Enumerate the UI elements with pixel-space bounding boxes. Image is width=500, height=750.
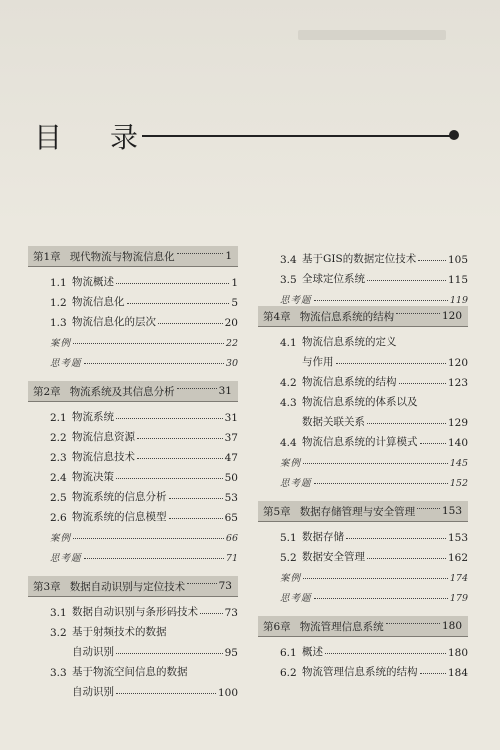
toc-entry-row	[28, 464, 238, 484]
page-number: 184	[447, 667, 468, 679]
page-number: 73	[224, 607, 238, 619]
entry-title: 思考题	[280, 295, 312, 306]
page-number: 153	[441, 505, 462, 517]
section-number: 3.2	[50, 627, 67, 639]
dot-leader	[367, 558, 446, 559]
chapter-number: 第5章	[263, 505, 291, 518]
dot-leader	[177, 388, 217, 389]
dot-leader	[84, 558, 224, 559]
spacer	[28, 564, 238, 576]
toc-entry-row	[28, 329, 238, 349]
dot-leader	[116, 653, 223, 654]
page-number: 22	[225, 338, 238, 349]
section-number: 5.2	[280, 552, 297, 564]
entry-title: 物流信息资源	[72, 431, 135, 443]
entry-title: 案例	[50, 533, 72, 544]
toc-entry-row	[258, 286, 468, 306]
entry-title: 案例	[280, 458, 302, 469]
section-number: 3.4	[280, 254, 297, 266]
page-number: 65	[224, 512, 238, 524]
page-number: 47	[224, 452, 238, 464]
chapter-title: 物流管理信息系统	[299, 620, 384, 633]
page-number: 66	[225, 533, 238, 544]
chapter-title: 数据存储管理与安全管理	[299, 505, 416, 518]
page-number: 31	[224, 412, 238, 424]
dot-leader	[418, 260, 446, 261]
entry-title: 数据关联关系	[302, 416, 365, 428]
entry-title: 物流系统的信息分析	[72, 491, 167, 503]
toc-entry-row	[258, 564, 468, 584]
toc-chapter-row	[28, 576, 238, 597]
toc-column-left	[28, 246, 238, 699]
toc-chapter-row	[258, 501, 468, 522]
toc-entry-row	[28, 289, 238, 309]
toc-entry-row	[258, 246, 468, 266]
chapter-number: 第2章	[33, 385, 61, 398]
dot-leader	[367, 423, 446, 424]
section-number: 3.3	[50, 667, 67, 679]
toc-entry-row	[28, 404, 238, 424]
title-rule	[142, 135, 452, 137]
dot-leader	[73, 343, 224, 344]
page-number: 1	[225, 250, 232, 262]
page-number: 37	[224, 432, 238, 444]
section-number: 4.1	[280, 337, 297, 349]
toc-entry-row	[258, 429, 468, 449]
dot-leader	[420, 673, 446, 674]
toc-entry-row	[28, 599, 238, 619]
entry-title: 基于GIS的数据定位技术	[302, 253, 417, 265]
page-number: 174	[449, 573, 468, 584]
toc-entry-row	[28, 524, 238, 544]
toc-entry-row	[258, 449, 468, 469]
section-number: 4.4	[280, 437, 297, 449]
section-number: 3.5	[280, 274, 297, 286]
page-number: 115	[447, 274, 468, 286]
dot-leader	[420, 443, 446, 444]
section-number: 2.3	[50, 452, 67, 464]
dot-leader	[417, 508, 440, 509]
page-number: 180	[447, 647, 468, 659]
dot-leader	[73, 538, 224, 539]
toc-entry-row	[28, 639, 238, 659]
toc-title-char-1: 目	[34, 121, 65, 154]
toc-chapter-row	[258, 616, 468, 637]
page-number: 53	[224, 492, 238, 504]
dot-leader	[396, 313, 440, 314]
dot-leader	[314, 483, 448, 484]
dot-leader	[303, 578, 448, 579]
dot-leader	[116, 478, 223, 479]
toc-entry-row	[258, 639, 468, 659]
page-number: 162	[447, 552, 468, 564]
toc-entry-row	[258, 389, 468, 409]
toc-column-right	[258, 246, 468, 679]
toc-entry-row	[258, 524, 468, 544]
page-number: 153	[447, 532, 468, 544]
entry-title: 基于物流空间信息的数据	[72, 666, 188, 678]
dot-leader	[137, 458, 223, 459]
section-number: 6.1	[280, 647, 297, 659]
dot-leader	[314, 300, 448, 301]
dot-leader	[303, 463, 448, 464]
section-number: 2.1	[50, 412, 67, 424]
dot-leader	[116, 283, 229, 284]
section-number: 4.3	[280, 397, 297, 409]
entry-title: 物流信息化的层次	[72, 316, 156, 328]
toc-entry-row	[28, 444, 238, 464]
chapter-title: 物流信息系统的结构	[299, 310, 395, 323]
page-number: 119	[449, 295, 468, 306]
toc-entry-row	[258, 329, 468, 349]
page-header-tab	[298, 30, 446, 40]
spacer	[28, 369, 238, 381]
section-number: 4.2	[280, 377, 297, 389]
entry-title: 物流信息技术	[72, 451, 135, 463]
toc-entry-row	[28, 659, 238, 679]
entry-title: 基于射频技术的数据	[72, 626, 167, 638]
toc-entry-row	[28, 424, 238, 444]
toc-title	[34, 116, 140, 156]
toc-entry-row	[28, 269, 238, 289]
entry-title: 物流决策	[72, 471, 114, 483]
title-rule-dot	[449, 130, 459, 140]
page-number: 1	[231, 277, 238, 289]
section-number: 5.1	[280, 532, 297, 544]
toc-chapter-row	[28, 246, 238, 267]
entry-title: 案例	[50, 338, 72, 349]
toc-entry-row	[28, 349, 238, 369]
section-number: 1.3	[50, 317, 67, 329]
page-number: 100	[217, 687, 238, 699]
page-number: 140	[447, 437, 468, 449]
chapter-number: 第4章	[263, 310, 291, 323]
dot-leader	[177, 253, 224, 254]
page-number: 120	[441, 310, 462, 322]
dot-leader	[399, 383, 446, 384]
toc-entry-row	[28, 619, 238, 639]
page-number: 120	[447, 357, 468, 369]
entry-title: 物流信息系统的计算模式	[302, 436, 418, 448]
section-number: 2.6	[50, 512, 67, 524]
entry-title: 与作用	[302, 356, 334, 368]
entry-title: 数据自动识别与条形码技术	[72, 606, 198, 618]
section-number: 1.2	[50, 297, 67, 309]
entry-title: 自动识别	[72, 686, 114, 698]
page-number: 105	[447, 254, 468, 266]
section-number: 2.4	[50, 472, 67, 484]
toc-entry-row	[258, 584, 468, 604]
toc-entry-row	[258, 266, 468, 286]
dot-leader	[158, 323, 223, 324]
entry-title: 思考题	[50, 358, 82, 369]
page-number: 20	[224, 317, 238, 329]
entry-title: 数据安全管理	[302, 551, 365, 563]
chapter-number: 第6章	[263, 620, 291, 633]
entry-title: 物流系统	[72, 411, 114, 423]
toc-entry-row	[28, 679, 238, 699]
section-number: 6.2	[280, 667, 297, 679]
page-number: 129	[447, 417, 468, 429]
entry-title: 思考题	[280, 593, 312, 604]
toc-entry-row	[28, 309, 238, 329]
entry-title: 概述	[302, 646, 323, 658]
toc-title-char-2: 录	[110, 121, 141, 154]
chapter-number: 第3章	[33, 580, 61, 593]
page-number: 145	[449, 458, 468, 469]
dot-leader	[169, 518, 223, 519]
entry-title: 自动识别	[72, 646, 114, 658]
dot-leader	[325, 653, 446, 654]
toc-entry-row	[28, 484, 238, 504]
entry-title: 物流系统的信息模型	[72, 511, 167, 523]
toc-entry-row	[28, 504, 238, 524]
page-number: 180	[441, 620, 462, 632]
entry-title: 物流信息化	[72, 296, 125, 308]
page-number: 31	[218, 385, 232, 397]
chapter-number: 第1章	[33, 250, 61, 263]
entry-title: 思考题	[280, 478, 312, 489]
dot-leader	[346, 538, 446, 539]
section-number: 2.2	[50, 432, 67, 444]
dot-leader	[127, 303, 230, 304]
dot-leader	[367, 280, 446, 281]
dot-leader	[386, 623, 440, 624]
page-number: 71	[225, 553, 238, 564]
section-number: 3.1	[50, 607, 67, 619]
page-number: 73	[218, 580, 232, 592]
spacer	[258, 489, 468, 501]
entry-title: 物流管理信息系统的结构	[302, 666, 418, 678]
section-number: 2.5	[50, 492, 67, 504]
toc-chapter-row	[258, 306, 468, 327]
dot-leader	[200, 613, 223, 614]
page-number: 30	[225, 358, 238, 369]
toc-entry-row	[258, 659, 468, 679]
dot-leader	[137, 438, 223, 439]
dot-leader	[169, 498, 223, 499]
entry-title: 物流概述	[72, 276, 114, 288]
section-number: 1.1	[50, 277, 67, 289]
page-number: 50	[224, 472, 238, 484]
dot-leader	[336, 363, 446, 364]
dot-leader	[116, 693, 216, 694]
dot-leader	[187, 583, 216, 584]
dot-leader	[314, 598, 448, 599]
page-number: 95	[224, 647, 238, 659]
toc-entry-row	[28, 544, 238, 564]
chapter-title: 数据自动识别与定位技术	[69, 580, 186, 593]
dot-leader	[116, 418, 223, 419]
page-number: 179	[449, 593, 468, 604]
entry-title: 物流信息系统的定义	[302, 336, 397, 348]
page-number: 123	[447, 377, 468, 389]
entry-title: 物流信息系统的结构	[302, 376, 397, 388]
dot-leader	[84, 363, 224, 364]
chapter-title: 现代物流与物流信息化	[69, 250, 175, 263]
entry-title: 物流信息系统的体系以及	[302, 396, 418, 408]
chapter-title: 物流系统及其信息分析	[69, 385, 175, 398]
entry-title: 数据存储	[302, 531, 344, 543]
toc-entry-row	[258, 544, 468, 564]
entry-title: 思考题	[50, 553, 82, 564]
toc-entry-row	[258, 409, 468, 429]
toc-entry-row	[258, 349, 468, 369]
page-number: 152	[449, 478, 468, 489]
entry-title: 案例	[280, 573, 302, 584]
page-number: 5	[231, 297, 238, 309]
entry-title: 全球定位系统	[302, 273, 365, 285]
toc-entry-row	[258, 469, 468, 489]
toc-entry-row	[258, 369, 468, 389]
toc-chapter-row	[28, 381, 238, 402]
spacer	[258, 604, 468, 616]
